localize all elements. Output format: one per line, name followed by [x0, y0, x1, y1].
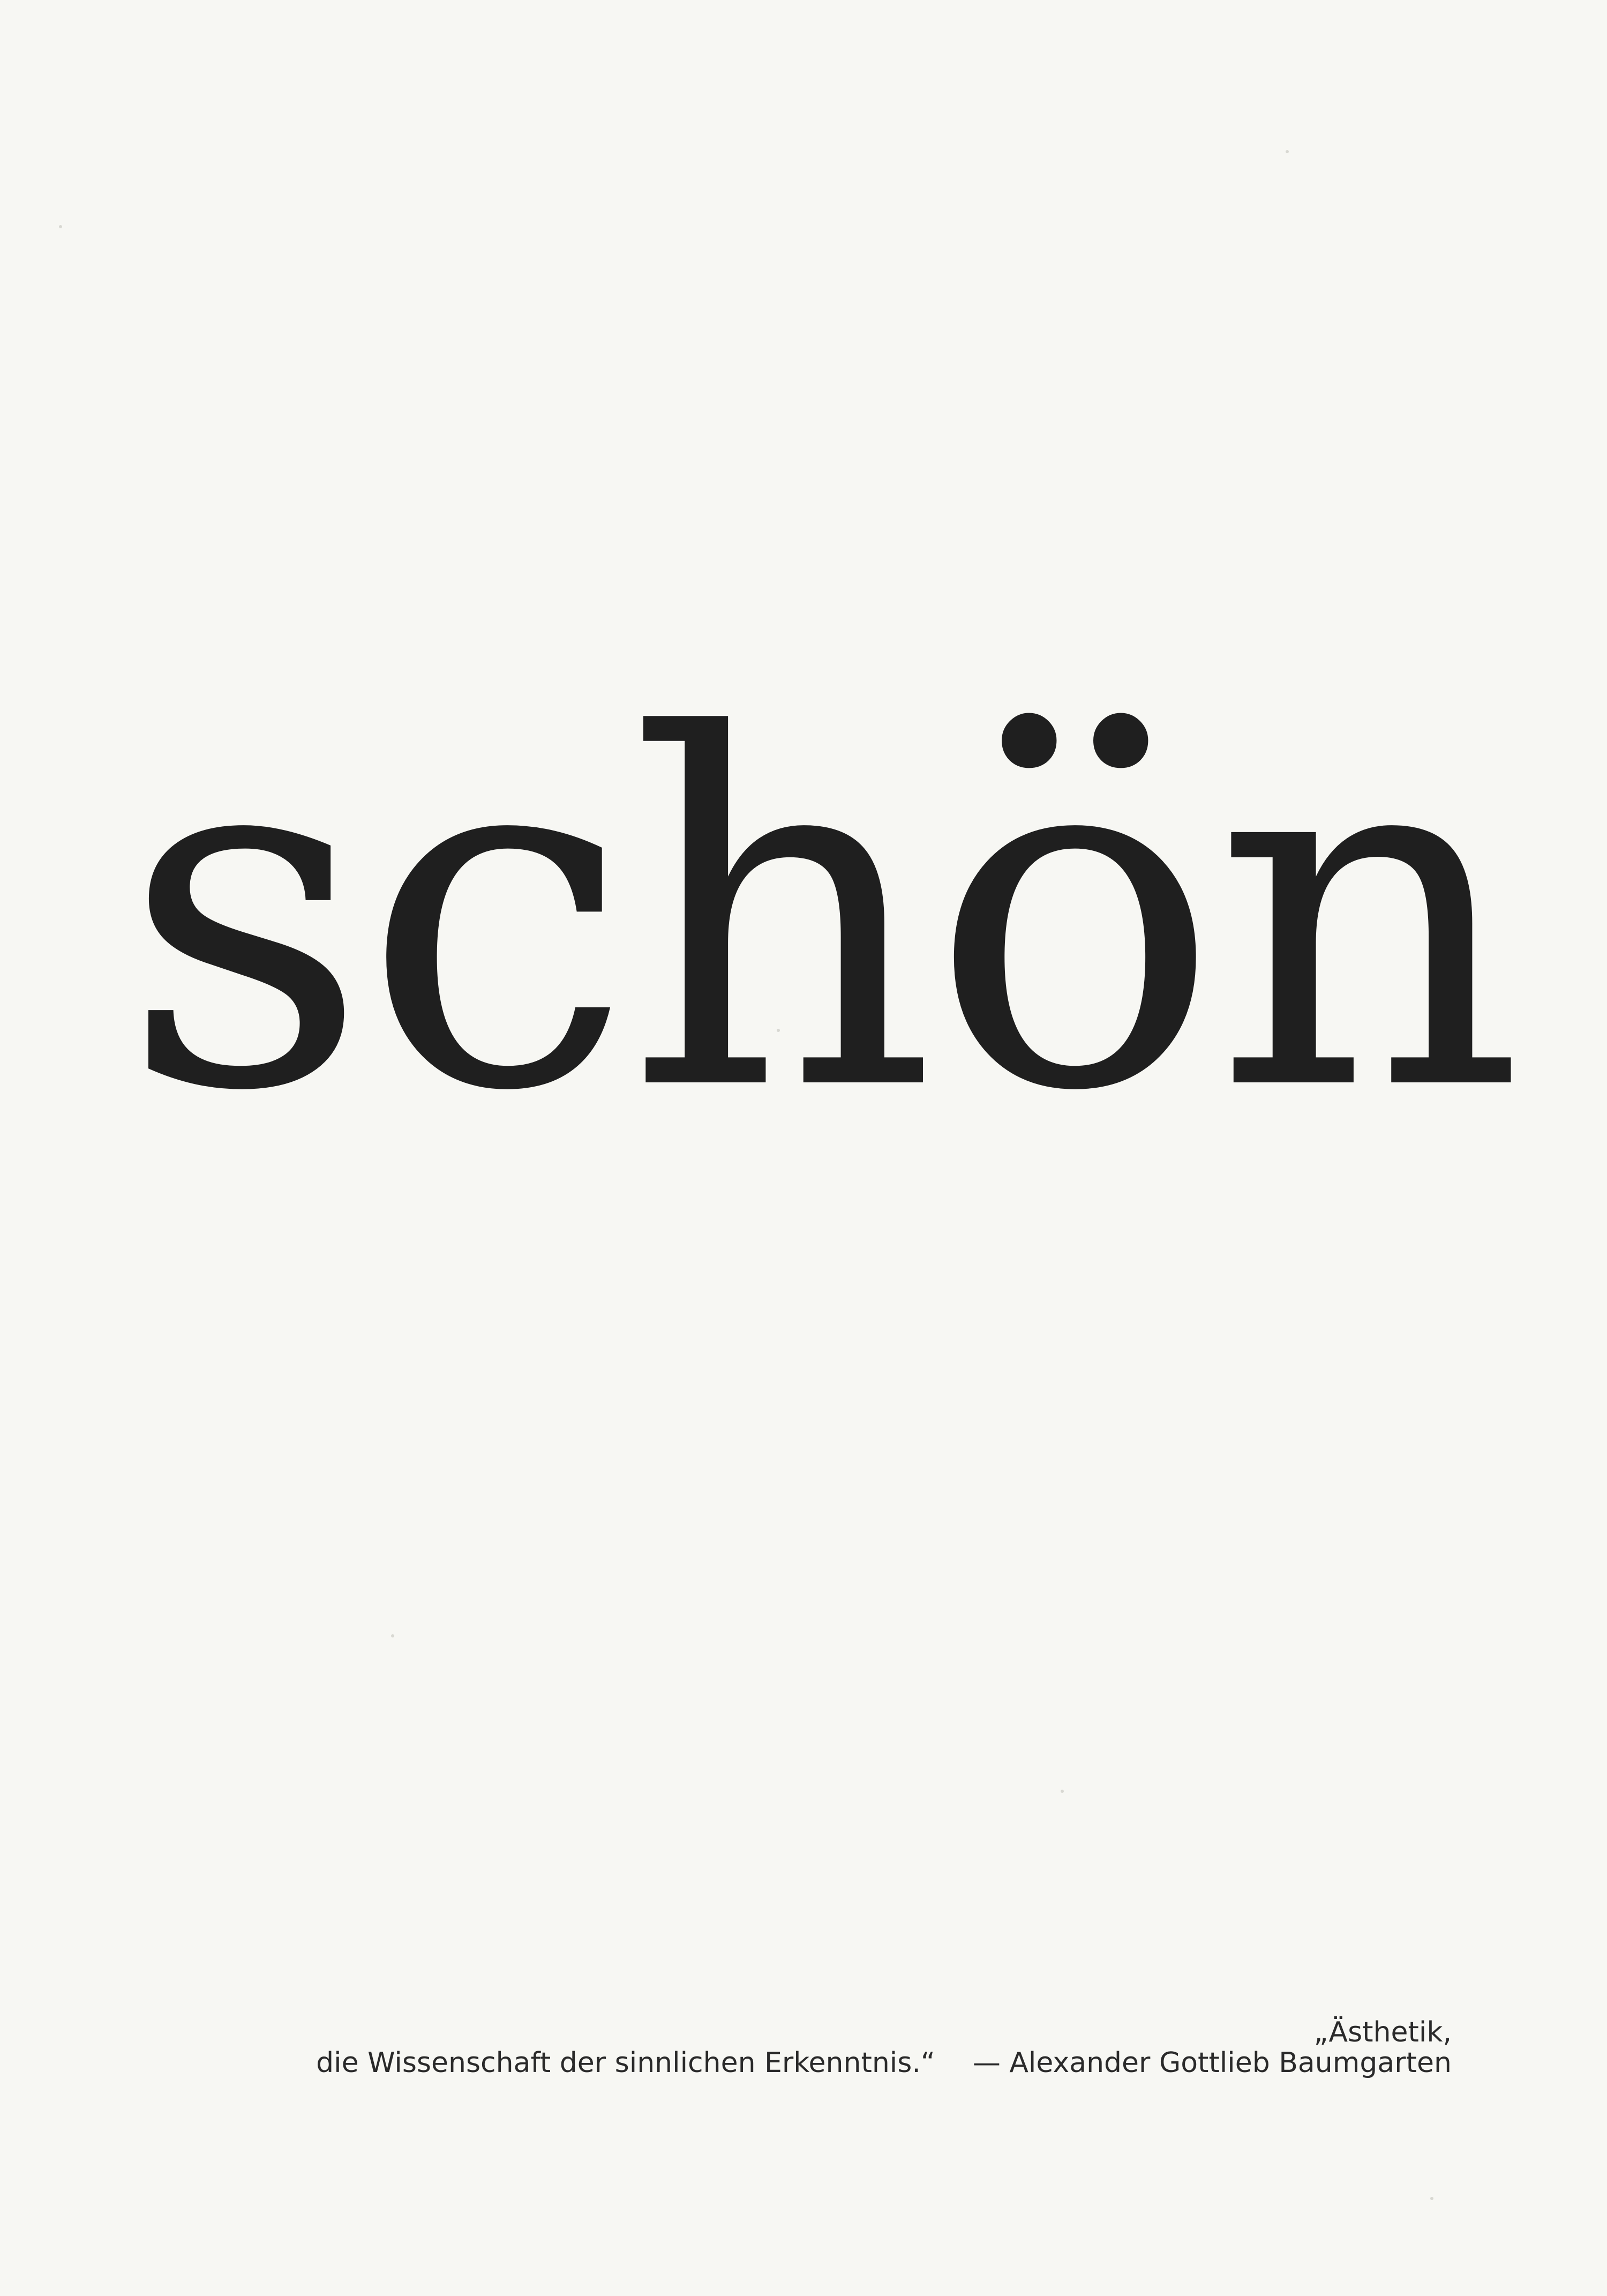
- quote-line-2: [166, 2048, 1452, 2078]
- paper-speck: [391, 1634, 394, 1637]
- quote-text: die Wissenschaft der sinnlichen Erkenntnis.“: [316, 2047, 935, 2080]
- quote-attribution: — Alexander Gottlieb Baumgarten: [972, 2047, 1452, 2080]
- quote-line-1: „Ästhetik,: [1313, 2016, 1452, 2048]
- headline-word: schön: [121, 635, 1518, 1196]
- quote-block: [166, 2017, 1452, 2078]
- paper-speck: [1430, 2197, 1433, 2200]
- paper-speck: [1286, 150, 1289, 153]
- paper-speck: [1061, 1790, 1064, 1793]
- paper-speck: [59, 225, 62, 228]
